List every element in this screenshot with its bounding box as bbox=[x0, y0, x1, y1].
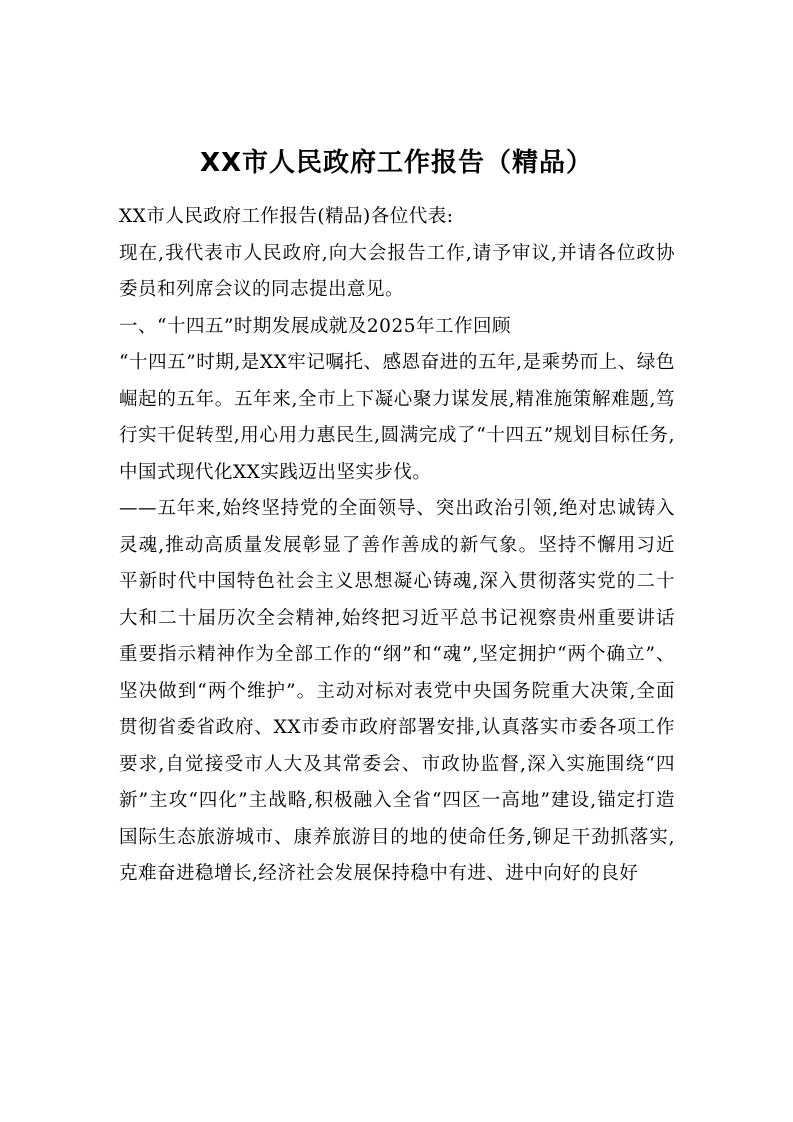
section-heading: 一、“十四五”时期发展成就及2025年工作回顾 bbox=[119, 315, 511, 337]
document-title: XX市人民政府工作报告（精品） bbox=[199, 148, 594, 179]
paragraph-intro: 现在,我代表市人民政府,向大会报告工作,请予审议,并请各位政协委员和列席会议的同志提出意见。 bbox=[119, 242, 675, 300]
document-body bbox=[119, 199, 675, 893]
paragraph-achievements: ——五年来,始终坚持党的全面领导、突出政治引领,绝对忠诚铸入灵魂,推动高质量发展彰显了善作善成的新气象。坚持不懈用习近平新时代中国特色社会主义思想凝心铸魂,深入贯彻落实党的二十大和二十届历次全会精神,始终把习近平总书记视察贵州重要讲话重要指示精神作为全部工作的“纲”和“魂”,坚定拥护“两个确立”、坚决做到“两个维护”。主动对标对表党中央国务院重大决策,全面贯彻省委省政府、XX市委市政府部署安排,认真落实市委各项工作要求,自觉接受市人大及其常委会、市政协监督,深入实施围绕“四新”主攻“四化”主战略,积极融入全省“四区一高地”建设,锚定打造国际生态旅游城市、康养旅游目的地的使命任务,铆足干劲抓落实,克难奋进稳增长,经济社会发展保持稳中有进、进中向好的良好 bbox=[119, 498, 675, 884]
paragraph-review: “十四五”时期,是XX牢记嘱托、感恩奋进的五年,是乘势而上、绿色崛起的五年。五年来,全市上下凝心聚力谋发展,精准施策解难题,笃行实干促转型,用心用力惠民生,圆满完成了“十四五”规划目标任务,中国式现代化XX实践迈出坚实步伐。 bbox=[119, 352, 675, 483]
paragraph-greeting: XX市人民政府工作报告(精品)各位代表: bbox=[119, 206, 454, 227]
